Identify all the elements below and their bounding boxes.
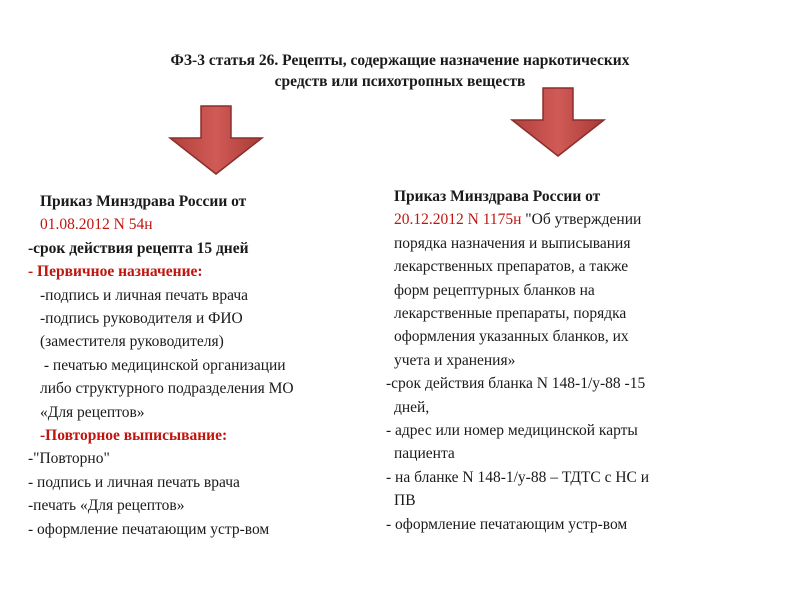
list-item: дней, (394, 398, 430, 416)
right-order-line (386, 208, 746, 231)
title-line-2: средств или психотропных веществ (274, 73, 526, 90)
left-order-ref: 01.08.2012 N 54н (40, 216, 153, 234)
title-line-1: ФЗ-3 статья 26. Рецепты, содержащие назначение наркотических (170, 52, 630, 69)
list-item: -подпись руководителя и ФИО (40, 310, 243, 328)
left-column (28, 190, 378, 541)
list-item: -подпись и личная печать врача (40, 286, 249, 304)
list-item: - адрес или номер медицинской карты (386, 422, 638, 440)
list-item: порядка назначения и выписывания (394, 234, 631, 252)
left-heading: Приказ Минздрава России от (40, 193, 247, 210)
list-item: -"Повторно" (28, 450, 110, 468)
right-order-ref: 20.12.2012 N 1175н (394, 211, 522, 229)
list-item: либо структурного подразделения МО (40, 380, 294, 398)
list-item: форм рецептурных бланков на (394, 281, 595, 299)
list-item: лекарственные препараты, порядка (394, 305, 627, 323)
list-item: - на бланке N 148-1/у-88 – ТДТС с НС и (386, 468, 650, 486)
list-item: - печатью медицинской организации (40, 356, 286, 374)
primary-heading: - Первичное назначение: (28, 263, 203, 281)
right-column (386, 185, 746, 536)
repeat-heading: -Повторное выписывание: (40, 427, 228, 445)
list-item: учета и хранения» (394, 351, 516, 369)
down-arrow-icon (510, 86, 606, 158)
list-item: - оформление печатающим устр-вом (386, 515, 628, 533)
list-item: ПВ (394, 492, 416, 510)
right-order-title-start: "Об утверждении (521, 211, 642, 229)
left-validity: -срок действия рецепта 15 дней (28, 239, 249, 257)
slide-title (70, 50, 730, 92)
down-arrow-icon (168, 104, 264, 176)
list-item: - оформление печатающим устр-вом (28, 520, 270, 538)
right-heading: Приказ Минздрава России от (394, 188, 601, 205)
list-item: (заместителя руководителя) (40, 333, 224, 351)
list-item: -срок действия бланка N 148-1/у-88 -15 (386, 375, 646, 393)
list-item: лекарственных препаратов, а также (394, 258, 629, 276)
list-item: пациента (394, 445, 455, 463)
list-item: - подпись и личная печать врача (28, 473, 240, 491)
list-item: «Для рецептов» (40, 403, 145, 421)
list-item: -печать «Для рецептов» (28, 497, 185, 515)
list-item: оформления указанных бланков, их (394, 328, 629, 346)
